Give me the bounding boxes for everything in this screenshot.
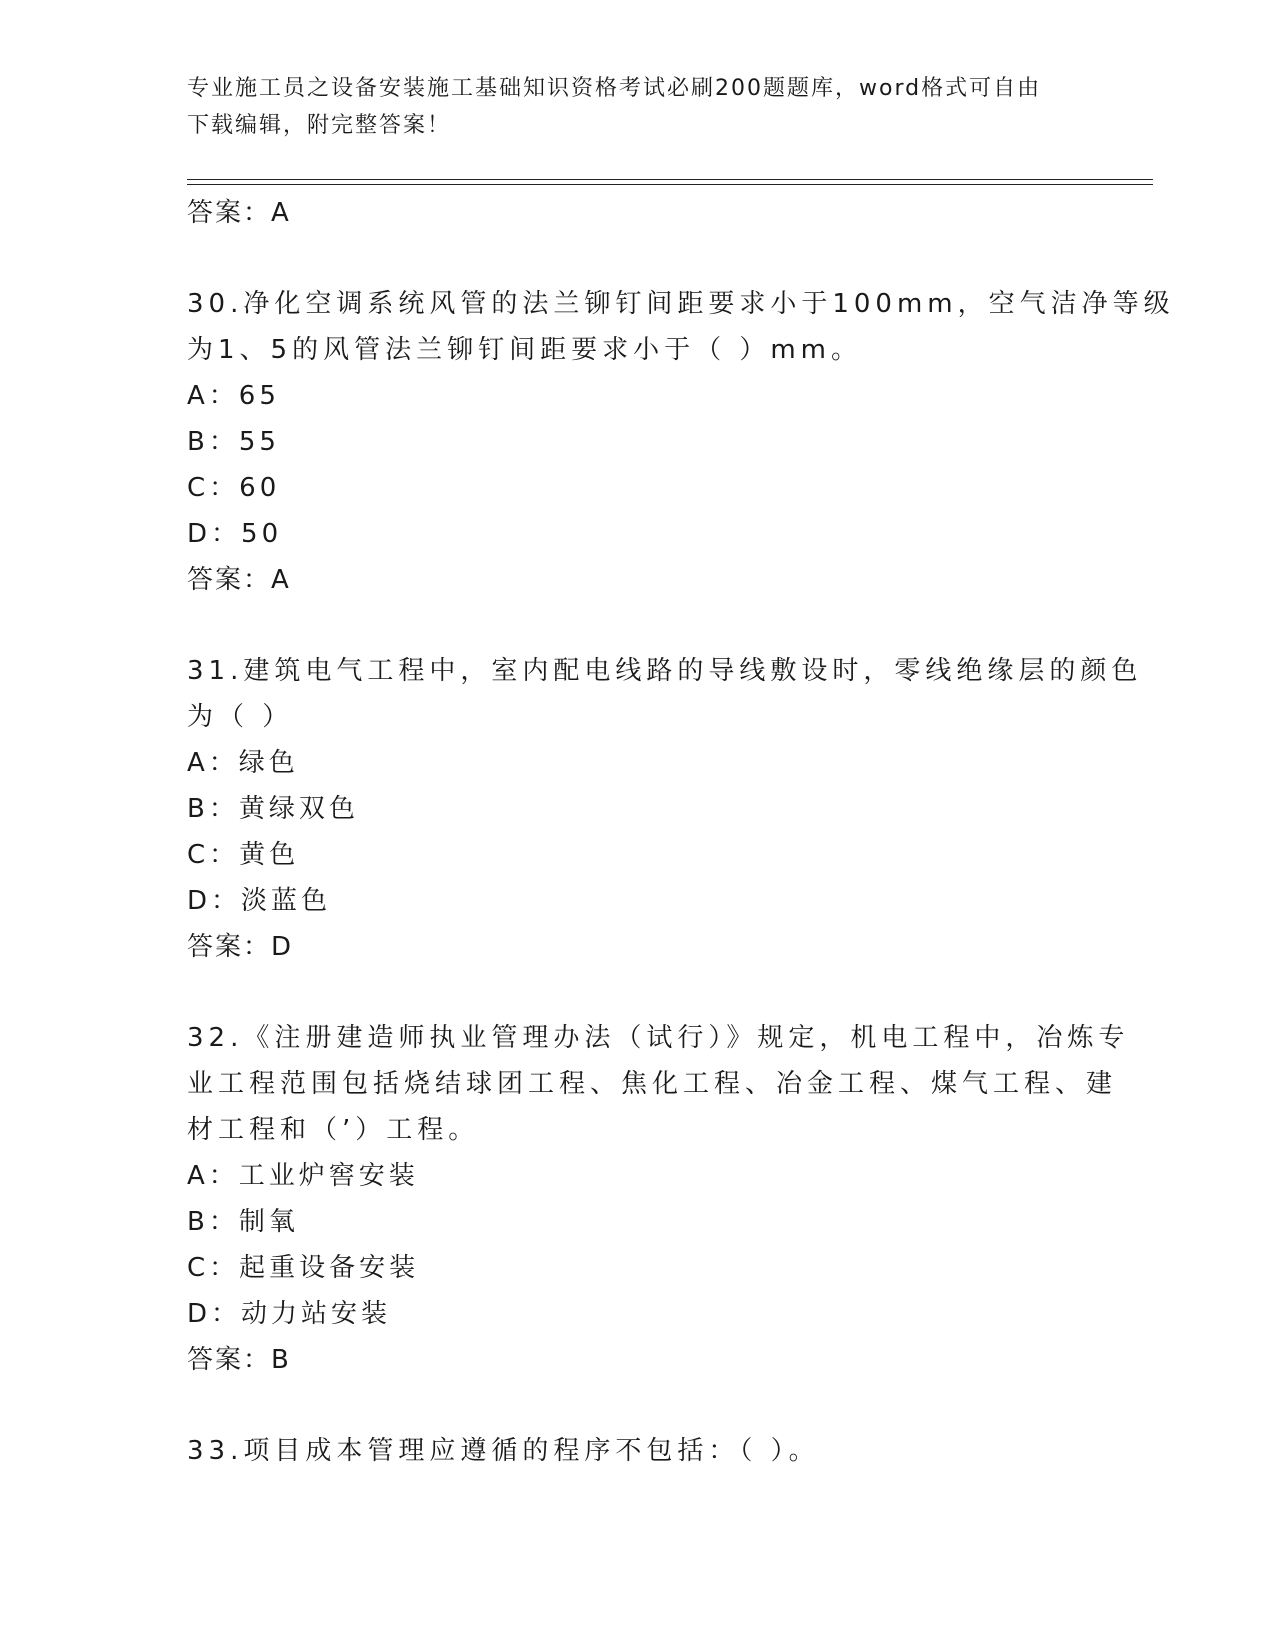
answer-line: 答案：D	[187, 932, 294, 962]
option-a: A：绿色	[187, 748, 299, 778]
question-block	[187, 648, 1143, 970]
answer-line: 答案：A	[187, 565, 291, 595]
question-text-line: 为1、5的风管法兰铆钉间距要求小于（ ）mm。	[187, 335, 863, 365]
header-divider-top	[187, 179, 1153, 180]
option-d: D：动力站安装	[187, 1299, 392, 1329]
option-b: B：制氧	[187, 1207, 299, 1237]
option-c: C：60	[187, 473, 281, 503]
option-a: A：65	[187, 381, 280, 411]
header-line-1: 专业施工员之设备安装施工基础知识资格考试必刷200题题库，word格式可自由	[187, 76, 1042, 101]
answer-line: 答案：B	[187, 1345, 291, 1375]
header-divider-bottom	[187, 184, 1153, 185]
document-header	[187, 70, 1087, 144]
question-list	[187, 190, 1175, 1474]
question-block	[187, 1428, 1087, 1474]
question-text-line: 33.项目成本管理应遵循的程序不包括：（ ）。	[187, 1436, 820, 1466]
question-block	[187, 281, 1175, 603]
question-text-line: 业工程范围包括烧结球团工程、焦化工程、冶金工程、煤气工程、建	[187, 1069, 1118, 1099]
previous-answer: 答案：A	[187, 198, 291, 228]
question-text-line: 32.《注册建造师执业管理办法（试行）》规定，机电工程中，冶炼专	[187, 1023, 1130, 1053]
option-d: D：淡蓝色	[187, 886, 332, 916]
option-d: D：50	[187, 519, 283, 549]
question-text-line: 30.净化空调系统风管的法兰铆钉间距要求小于100mm，空气洁净等级	[187, 289, 1175, 319]
option-c: C：起重设备安装	[187, 1253, 420, 1283]
option-b: B：55	[187, 427, 280, 457]
question-text-line: 为（ ）	[187, 702, 294, 732]
header-line-2: 下载编辑，附完整答案！	[187, 113, 452, 138]
option-b: B：黄绿双色	[187, 794, 359, 824]
question-text-line: 31.建筑电气工程中，室内配电线路的导线敷设时，零线绝缘层的颜色	[187, 656, 1143, 686]
option-a: A：工业炉窖安装	[187, 1161, 419, 1191]
question-block	[187, 1015, 1130, 1383]
option-c: C：黄色	[187, 840, 300, 870]
question-text-line: 材工程和（’）工程。	[187, 1115, 480, 1145]
